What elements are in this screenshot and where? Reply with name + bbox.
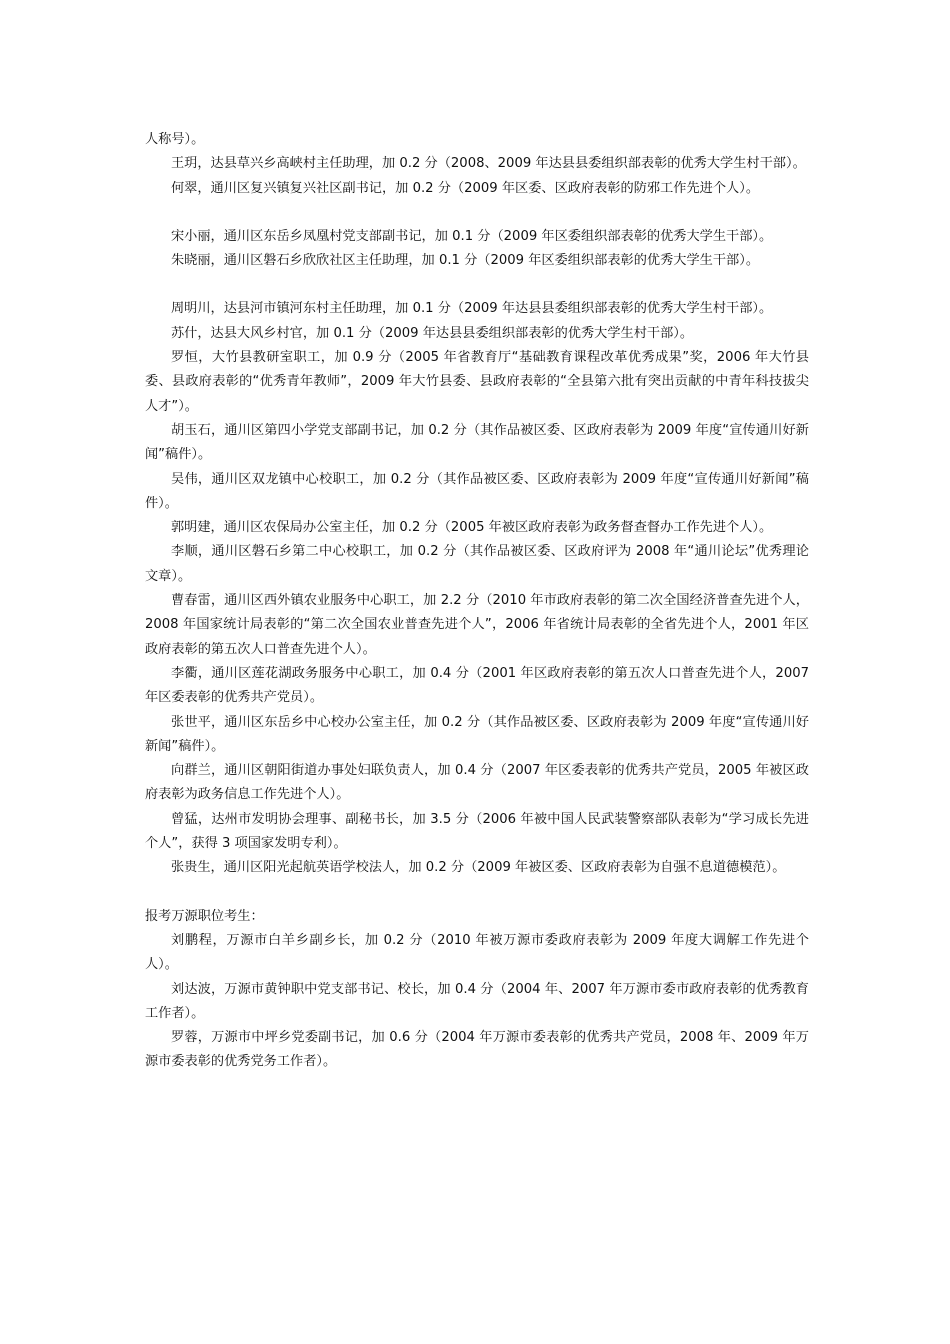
paragraph-spacer: [145, 273, 809, 297]
paragraph: 吴伟，通川区双龙镇中心校职工，加 0.2 分（其作品被区委、区政府表彰为 2009 年度“宣传通川好新闻”稿件）。: [145, 471, 809, 511]
paragraph: 张贵生，通川区阳光起航英语学校法人，加 0.2 分（2009 年被区委、区政府表彰为自强不息道德模范）。: [171, 860, 786, 876]
paragraph: 郭明建，通川区农保局办公室主任，加 0.2 分（2005 年被区政府表彰为政务督查督办工作先进个人）。: [171, 520, 773, 536]
paragraph: 朱晓丽，通川区磐石乡欣欣社区主任助理，加 0.1 分（2009 年区委组织部表彰的优秀大学生干部）。: [171, 253, 760, 269]
paragraph-spacer: [145, 881, 809, 905]
paragraph-spacer: [145, 201, 809, 225]
paragraph: 刘达波，万源市黄钟职中党支部书记、校长，加 0.4 分（2004 年、2007 年万源市委市政府表彰的优秀教育工作者）。: [145, 981, 809, 1021]
paragraph: 报考万源职位考生：: [145, 908, 264, 924]
paragraph: 刘鹏程，万源市白羊乡副乡长，加 0.2 分（2010 年被万源市委政府表彰为 2009 年度大调解工作先进个人）。: [145, 932, 809, 973]
paragraph: 张世平，通川区东岳乡中心校办公室主任，加 0.2 分（其作品被区委、区政府表彰为 2009 年度“宣传通川好新闻”稿件）。: [145, 714, 809, 754]
paragraph: 曾猛，达州市发明协会理事、副秘书长，加 3.5 分（2006 年被中国人民武装警察部队表彰为“学习成长先进个人”，获得 3 项国家发明专利）。: [145, 811, 809, 852]
paragraph: 王玥，达县草兴乡高峡村主任助理，加 0.2 分（2008、2009 年达县县委组织部表彰的优秀大学生村干部）。: [171, 156, 806, 172]
paragraph: 罗蓉，万源市中坪乡党委副书记，加 0.6 分（2004 年万源市委表彰的优秀共产党员，2008 年、2009 年万源市委表彰的优秀党务工作者）。: [145, 1030, 809, 1070]
document-page: [145, 128, 809, 1075]
paragraph: 向群兰，通川区朝阳街道办事处妇联负责人，加 0.4 分（2007 年区委表彰的优秀共产党员，2005 年被区政府表彰为政务信息工作先进个人）。: [145, 763, 809, 803]
paragraph: 人称号）。: [145, 132, 205, 147]
paragraph: 何翠，通川区复兴镇复兴社区副书记，加 0.2 分（2009 年区委、区政府表彰的防邪工作先进个人）。: [171, 180, 760, 196]
paragraph: 宋小丽，通川区东岳乡凤凰村党支部副书记，加 0.1 分（2009 年区委组织部表彰的优秀大学生干部）。: [171, 228, 773, 244]
paragraph: 李顺，通川区磐石乡第二中心校职工，加 0.2 分（其作品被区委、区政府评为 2008 年“通川论坛”优秀理论文章）。: [145, 544, 809, 584]
paragraph: 罗恒，大竹县教研室职工，加 0.9 分（2005 年省教育厅“基础教育课程改革优秀成果”奖，2006 年大竹县委、县政府表彰的“优秀青年教师”，2009 年大竹县委、县政府表彰的“全县第六批有突出贡献的中青年科技拔尖人才”）。: [145, 350, 809, 414]
paragraph: 周明川，达县河市镇河东村主任助理，加 0.1 分（2009 年达县县委组织部表彰的优秀大学生村干部）。: [171, 301, 773, 317]
paragraph: 曹春雷，通川区西外镇农业服务中心职工，加 2.2 分（2010 年市政府表彰的第二次全国经济普查先进个人，2008 年国家统计局表彰的“第二次全国农业普查先进个人”，2006 年省统计局表彰的全省先进个人，2001 年区政府表彰的第五次人口普查先进个人）。: [145, 593, 809, 657]
paragraph: 胡玉石，通川区第四小学党支部副书记，加 0.2 分（其作品被区委、区政府表彰为 2009 年度“宣传通川好新闻”稿件）。: [145, 422, 809, 463]
paragraph: 苏什，达县大风乡村官，加 0.1 分（2009 年达县县委组织部表彰的优秀大学生村干部）。: [171, 325, 694, 341]
paragraph: 李衢，通川区莲花湖政务服务中心职工，加 0.4 分（2001 年区政府表彰的第五次人口普查先进个人，2007 年区委表彰的优秀共产党员）。: [145, 665, 809, 706]
